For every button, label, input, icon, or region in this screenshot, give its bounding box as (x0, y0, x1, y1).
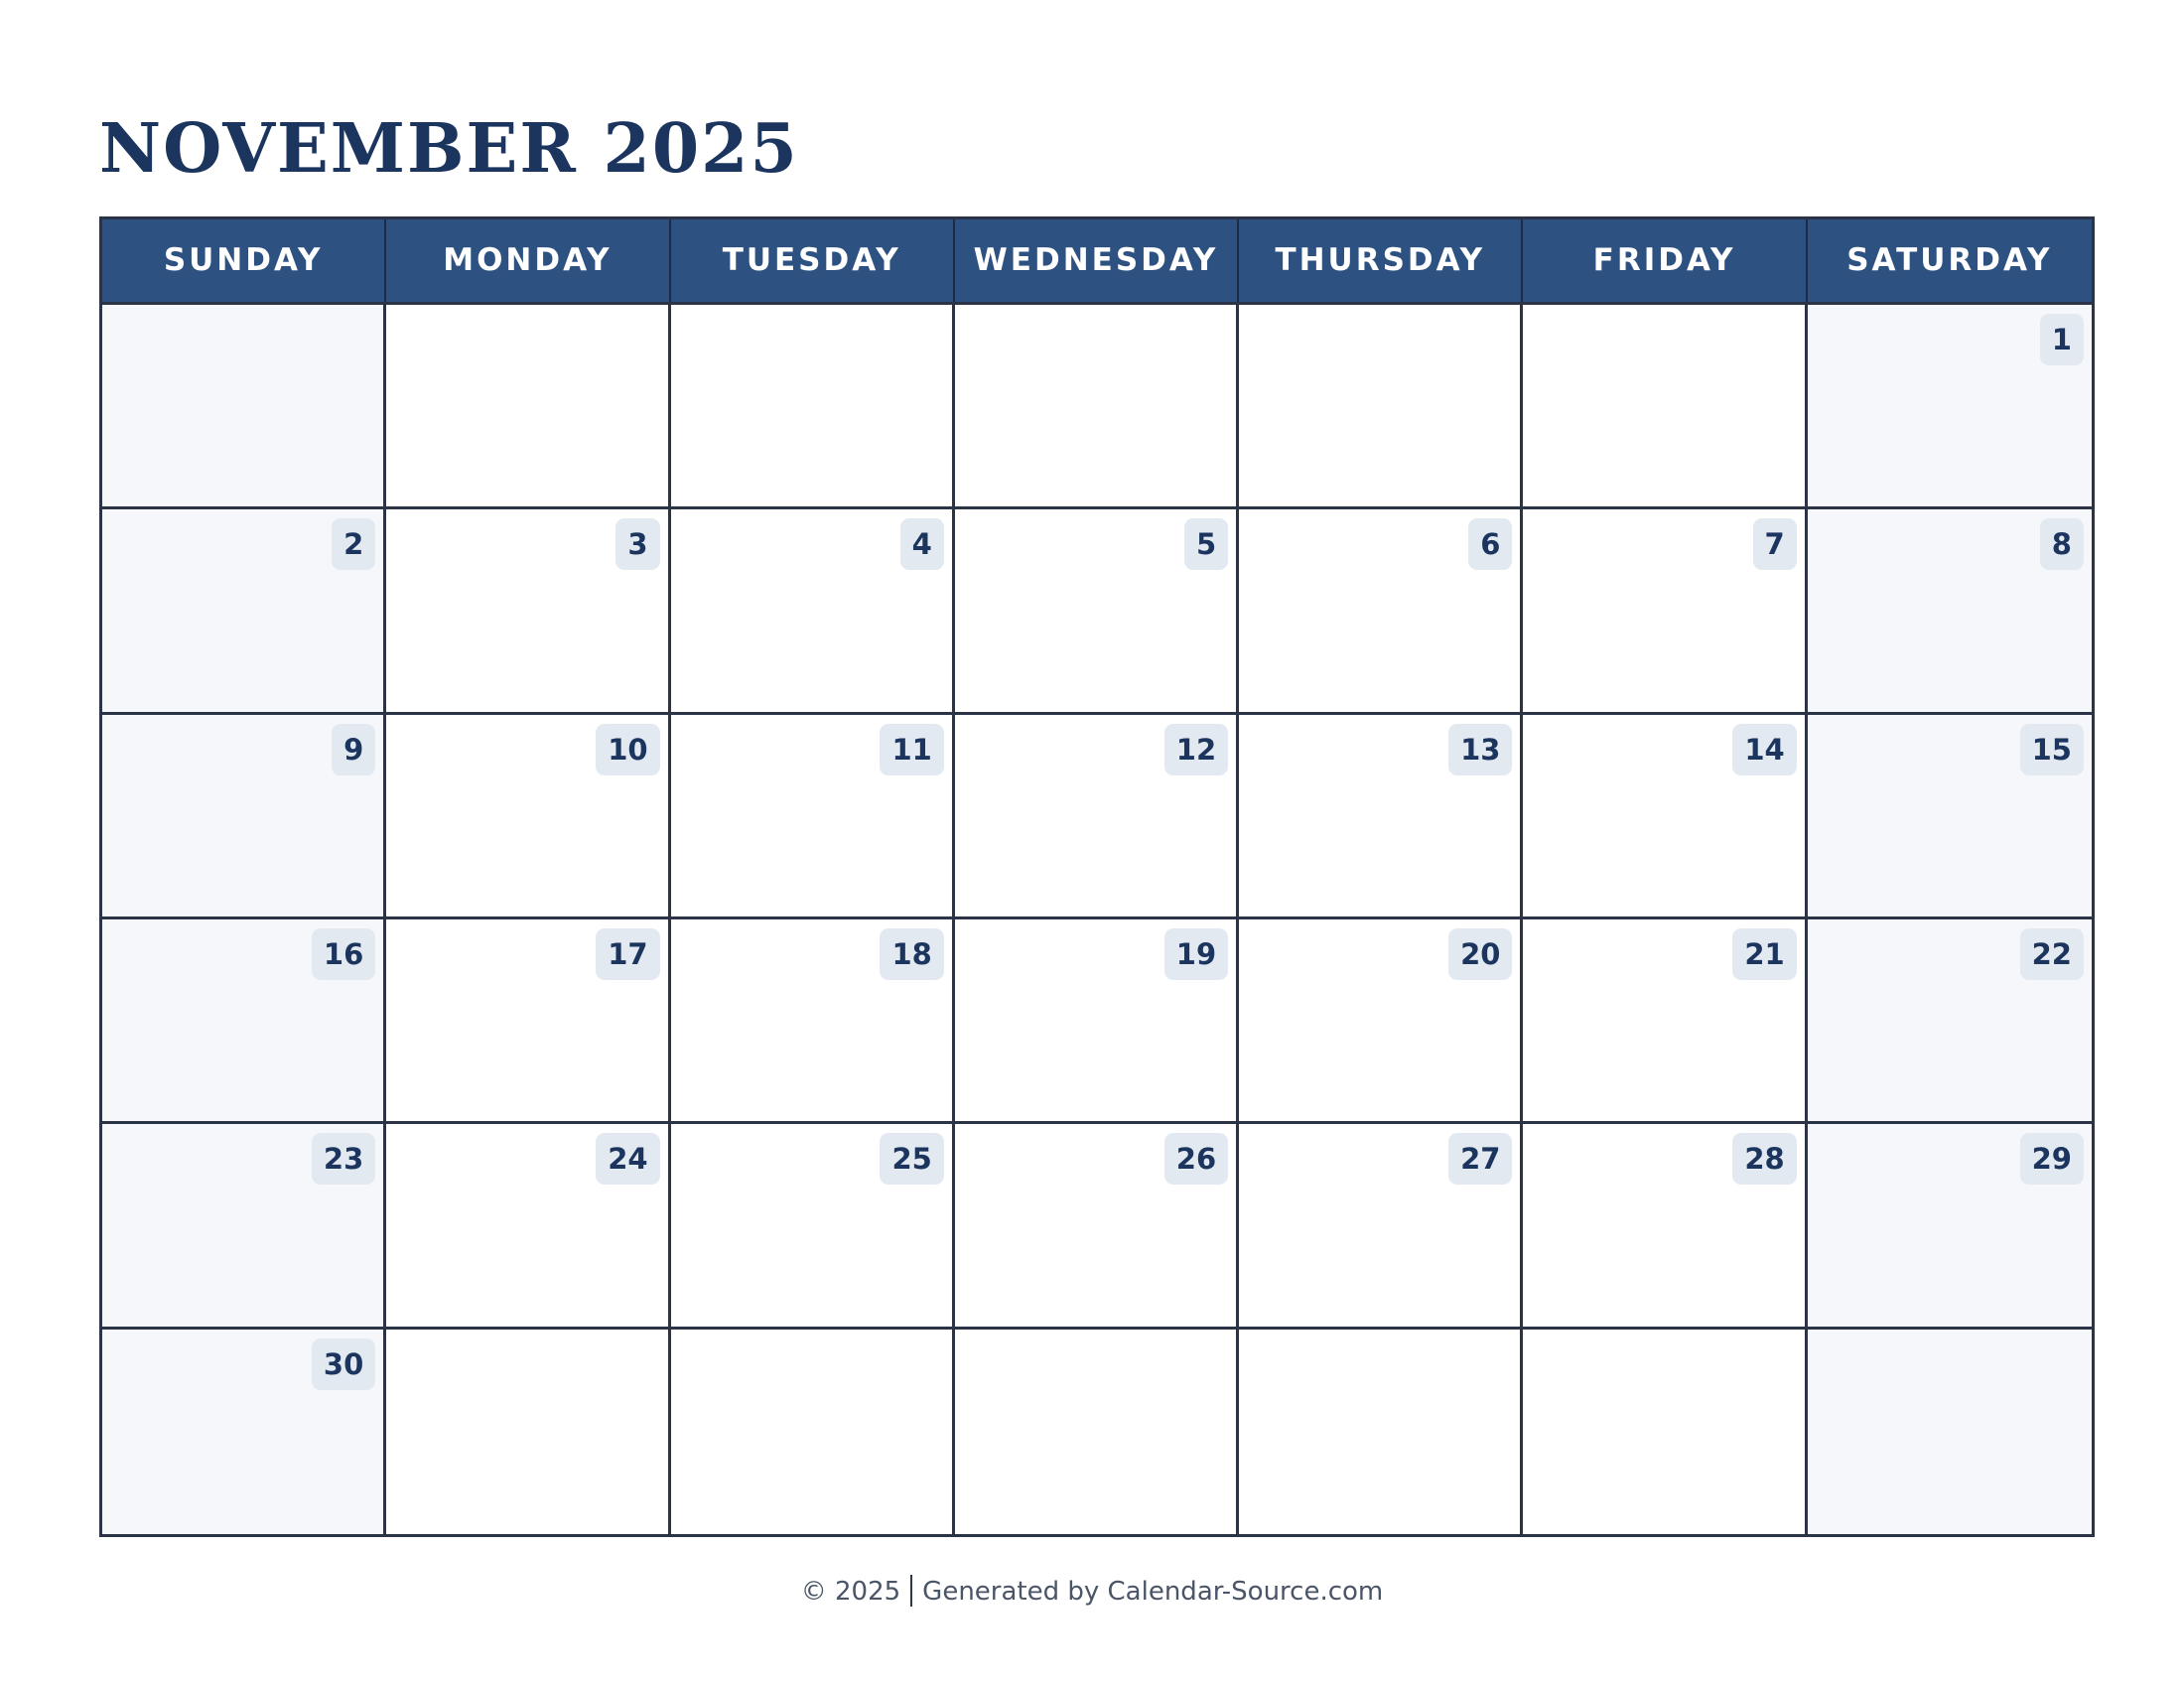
date-number: 24 (596, 1133, 659, 1185)
day-cell-11[interactable] (671, 715, 955, 919)
weekday-thursday: THURSDAY (1239, 219, 1523, 302)
weekday-sunday: SUNDAY (102, 219, 386, 302)
day-cell-17[interactable] (386, 919, 670, 1124)
day-cell-29[interactable] (1808, 1124, 2092, 1329)
weekday-monday: MONDAY (386, 219, 670, 302)
day-cell-13[interactable] (1239, 715, 1523, 919)
date-number: 5 (1184, 518, 1228, 570)
day-cell-27[interactable] (1239, 1124, 1523, 1329)
day-cell-9[interactable] (102, 715, 386, 919)
weekday-wednesday: WEDNESDAY (955, 219, 1239, 302)
date-number: 12 (1164, 724, 1228, 775)
day-cell-24[interactable] (386, 1124, 670, 1329)
empty-day-cell[interactable] (955, 1330, 1239, 1534)
empty-day-cell[interactable] (1239, 305, 1523, 509)
date-number: 23 (312, 1133, 375, 1185)
empty-day-cell[interactable] (955, 305, 1239, 509)
day-cell-5[interactable] (955, 509, 1239, 714)
day-cell-3[interactable] (386, 509, 670, 714)
day-cell-1[interactable] (1808, 305, 2092, 509)
date-number: 30 (312, 1338, 375, 1390)
date-number: 7 (1753, 518, 1797, 570)
empty-day-cell[interactable] (102, 305, 386, 509)
day-cell-26[interactable] (955, 1124, 1239, 1329)
day-cell-2[interactable] (102, 509, 386, 714)
empty-day-cell[interactable] (1523, 1330, 1807, 1534)
footer-generated-by: Generated by Calendar-Source.com (922, 1577, 1384, 1607)
calendar-title: NOVEMBER 2025 (99, 109, 799, 189)
date-number: 9 (332, 724, 375, 775)
day-cell-15[interactable] (1808, 715, 2092, 919)
date-number: 11 (880, 724, 943, 775)
day-cell-23[interactable] (102, 1124, 386, 1329)
date-number: 21 (1732, 928, 1796, 980)
empty-day-cell[interactable] (671, 305, 955, 509)
day-cell-4[interactable] (671, 509, 955, 714)
empty-day-cell[interactable] (671, 1330, 955, 1534)
weekday-friday: FRIDAY (1523, 219, 1807, 302)
date-number: 26 (1164, 1133, 1228, 1185)
day-cell-12[interactable] (955, 715, 1239, 919)
date-number: 16 (312, 928, 375, 980)
date-number: 22 (2020, 928, 2084, 980)
day-cell-14[interactable] (1523, 715, 1807, 919)
day-cell-21[interactable] (1523, 919, 1807, 1124)
date-number: 15 (2020, 724, 2084, 775)
day-cell-20[interactable] (1239, 919, 1523, 1124)
empty-day-cell[interactable] (1239, 1330, 1523, 1534)
day-cell-10[interactable] (386, 715, 670, 919)
day-cell-8[interactable] (1808, 509, 2092, 714)
day-cell-22[interactable] (1808, 919, 2092, 1124)
day-cell-16[interactable] (102, 919, 386, 1124)
weekday-saturday: SATURDAY (1846, 242, 2053, 278)
date-number: 3 (615, 518, 659, 570)
footer-copyright: © 2025 (800, 1577, 901, 1607)
date-number: 27 (1448, 1133, 1512, 1185)
date-number: 19 (1164, 928, 1228, 980)
date-number: 28 (1732, 1133, 1796, 1185)
empty-day-cell[interactable] (386, 305, 670, 509)
day-cell-25[interactable] (671, 1124, 955, 1329)
weekday-header (102, 219, 2092, 305)
date-number: 29 (2020, 1133, 2084, 1185)
date-number: 1 (2040, 314, 2084, 365)
date-number: 2 (332, 518, 375, 570)
footer (0, 1572, 2184, 1612)
date-number: 14 (1732, 724, 1796, 775)
date-number: 20 (1448, 928, 1512, 980)
date-number: 8 (2040, 518, 2084, 570)
empty-day-cell[interactable] (1523, 305, 1807, 509)
date-number: 4 (900, 518, 944, 570)
date-number: 17 (596, 928, 659, 980)
calendar-grid (99, 216, 2095, 1537)
day-cell-28[interactable] (1523, 1124, 1807, 1329)
day-cell-6[interactable] (1239, 509, 1523, 714)
day-cell-18[interactable] (671, 919, 955, 1124)
weekday-tuesday: TUESDAY (671, 219, 955, 302)
day-cell-7[interactable] (1523, 509, 1807, 714)
empty-day-cell[interactable] (1808, 1330, 2092, 1534)
empty-day-cell[interactable] (386, 1330, 670, 1534)
date-number: 6 (1468, 518, 1512, 570)
date-number: 10 (596, 724, 659, 775)
day-cell-30[interactable] (102, 1330, 386, 1534)
date-number: 13 (1448, 724, 1512, 775)
day-cell-19[interactable] (955, 919, 1239, 1124)
date-number: 18 (880, 928, 943, 980)
footer-separator (910, 1575, 912, 1607)
date-number: 25 (880, 1133, 943, 1185)
